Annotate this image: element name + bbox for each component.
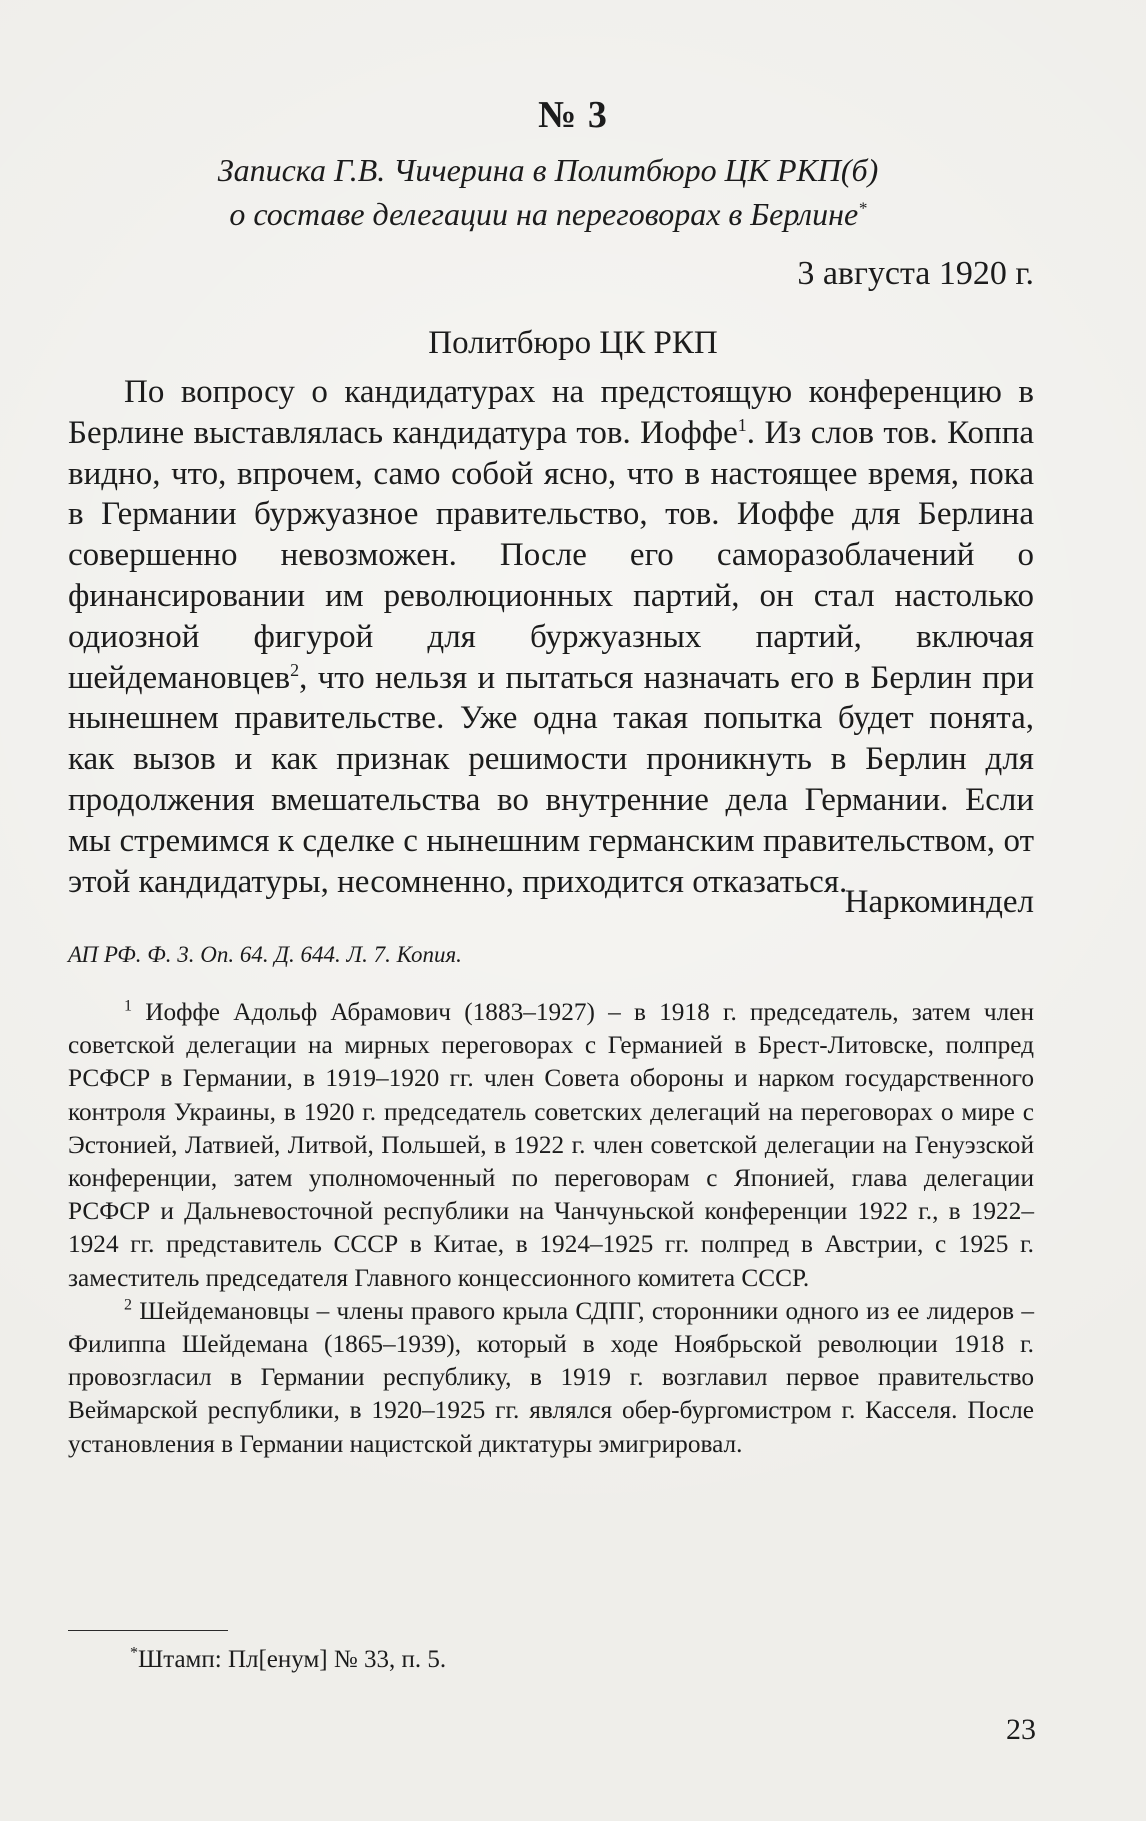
- title-footnote-mark: *: [858, 198, 867, 218]
- document-date: 3 августа 1920 г.: [797, 255, 1034, 292]
- footnote-1-text: Иоффе Адольф Абрамович (1883–1927) – в 1918 г. председатель, затем член советской делегации на мирных переговорах с Германией в Брест-Литовске, полпред РСФСР в Германии, в 1919–1920 гг. член Совета обороны и нарком государственного контроля Украины, в 1920 г. председатель советских делегаций на переговорах о мире с Эстонией, Латвией, Литвой, Польшей, в 1922 г. член советской делегации на Генуэзской конференции, затем уполномоченный по переговорам с Японией, глава делегации РСФСР и Дальневосточной республики на Чанчуньской конференции 1922 г., в 1922–1924 гг. представитель СССР в Китае, в 1924–1925 гг. полпред в Австрии, с 1925 г. заместитель председателя Главного концессионного комитета СССР.: [68, 998, 1034, 1292]
- footnote-2-text: Шейдемановцы – члены правого крыла СДПГ, сторонники одного из ее лидеров – Филиппа Шейдемана (1865–1939), который в ходе Ноябрьской революции 1918 г. провозгласил в Германии республику, в 1919 г. возглавил первое правительство Веймарской республики, в 1920–1925 гг. являлся обер-бургомистром г. Касселя. После установления в Германии нацистской диктатуры эмигрировал.: [68, 1296, 1034, 1458]
- footnotes-section: [68, 996, 1034, 1461]
- footnote-1-mark: 1: [124, 997, 132, 1015]
- stamp-note-mark: *: [130, 1644, 138, 1662]
- title-line-2: о составе делегации на переговорах в Берлине: [229, 196, 859, 232]
- stamp-note: [130, 1644, 446, 1676]
- body-text-part-1: По вопросу о кандидатурах на предстоящую конференцию в Берлине выставлялась кандидатура тов. Иоффе: [68, 374, 1034, 451]
- stamp-note-text: Штамп: Пл[енум] № 33, п. 5.: [138, 1646, 447, 1673]
- document-title: [130, 148, 966, 236]
- title-line-1: Записка Г.В. Чичерина в Политбюро ЦК РКП(б): [217, 152, 879, 188]
- footnote-2: [68, 1295, 1034, 1461]
- footnote-2-mark: 2: [124, 1296, 132, 1314]
- body-text-part-3: , что нельзя и пытаться назначать его в Берлин при нынешнем правительстве. Уже одна такая попытка будет понята, как вызов и как признак решимости проникнуть в Берлин для продолжения вмешательства во внутренние дела Германии. Если мы стремимся к сделке с нынешним германским правительством, от этой кандидатуры, несомненно, приходится отказаться.: [68, 659, 1034, 900]
- signature: Наркоминдел: [844, 884, 1034, 920]
- archive-reference: АП РФ. Ф. 3. Оп. 64. Д. 644. Л. 7. Копия.: [68, 942, 462, 967]
- footnote-1: [68, 996, 1034, 1295]
- page-number: 23: [1006, 1713, 1036, 1746]
- recipient-heading: Политбюро ЦК РКП: [428, 325, 718, 361]
- body-text-part-2: . Из слов тов. Коппа видно, что, впрочем, само собой ясно, что в настоящее время, пока в Германии буржуазное правительство, тов. Иоффе для Берлина совершенно невозможен. После его саморазоблачений о финансировании им революционных партий, он стал настолько одиозной фигурой для буржуазных партий, включая шейдемановцев: [68, 414, 1035, 696]
- footnote-divider: [68, 1630, 228, 1631]
- body-paragraph: [68, 372, 1034, 902]
- footnote-ref-2: 2: [290, 659, 300, 680]
- document-number: № 3: [538, 94, 608, 136]
- footnote-ref-1: 1: [737, 414, 747, 435]
